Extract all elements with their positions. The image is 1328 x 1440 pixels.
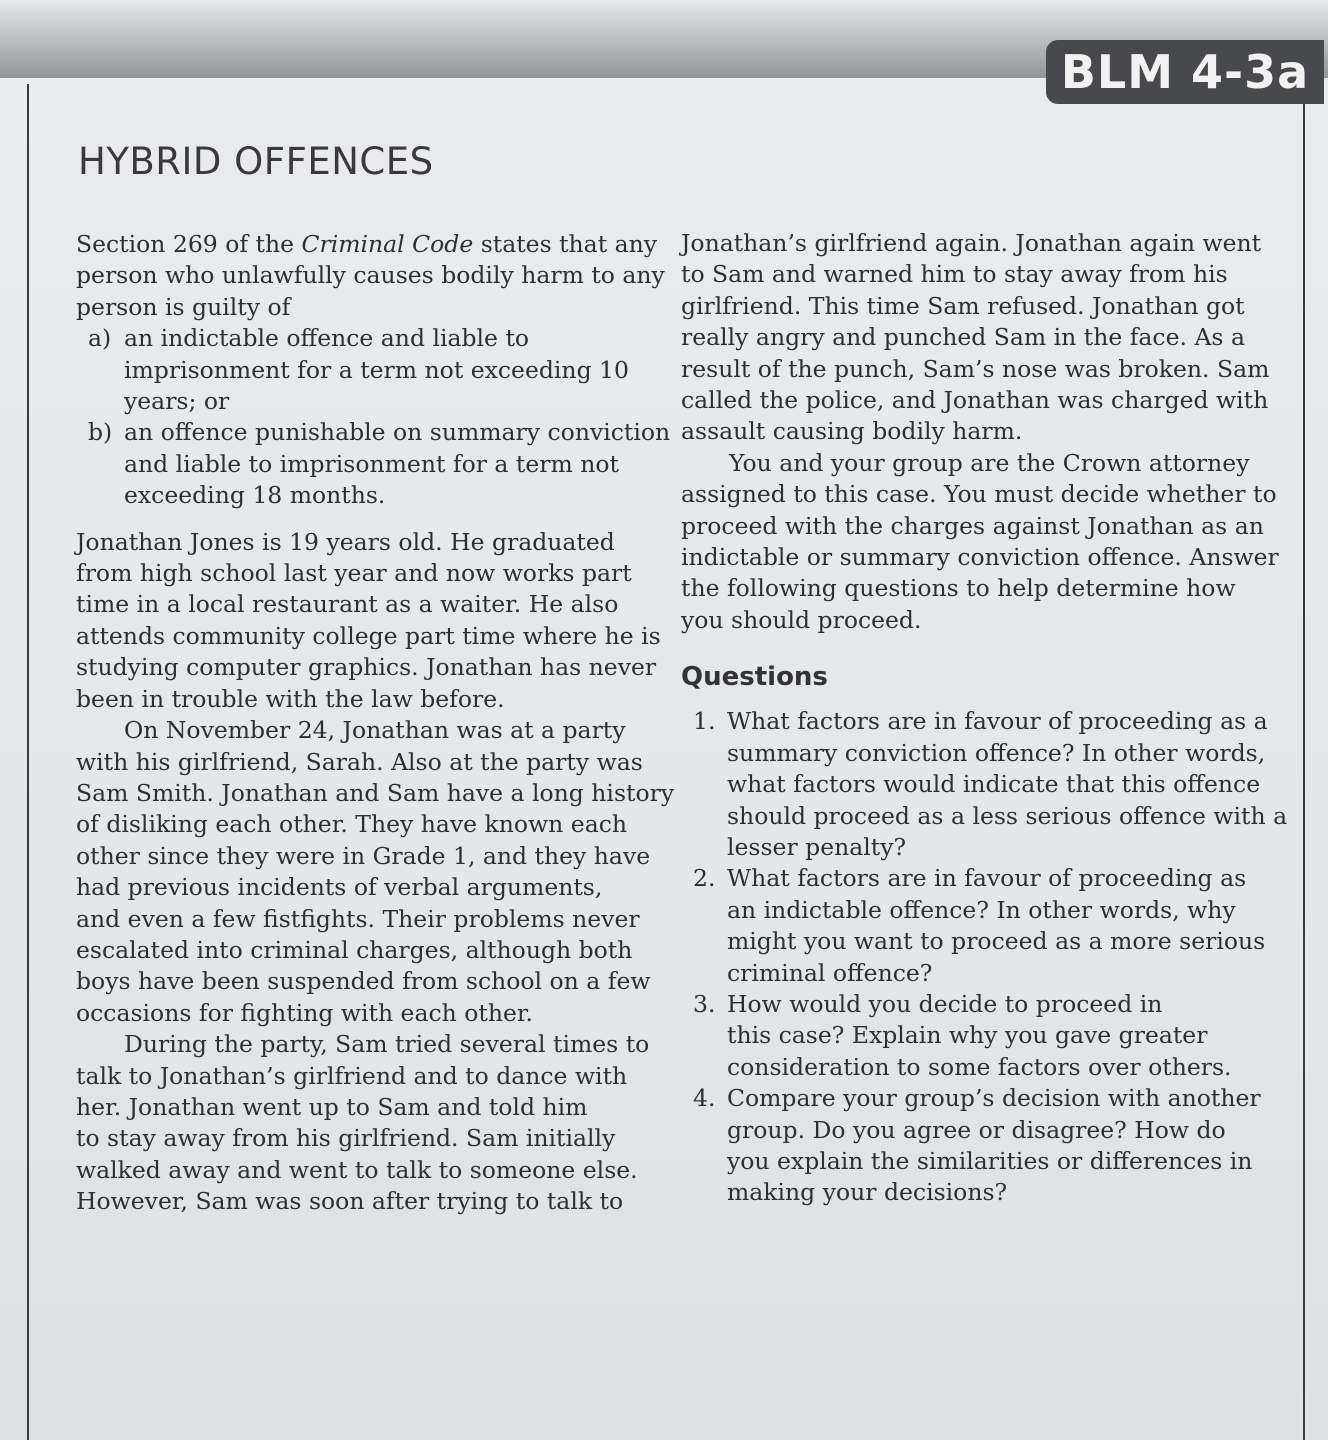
story-line: escalated into criminal charges, although both (76, 935, 633, 964)
story-line: studying computer graphics. Jonathan has never (76, 653, 657, 682)
question-line: consideration to some factors over others. (727, 1052, 1232, 1081)
option-a-line: imprisonment for a term not exceeding 10 (124, 355, 629, 384)
story-line: girlfriend. This time Sam refused. Jonathan got (681, 291, 1245, 320)
option-b-line: and liable to imprisonment for a term not (124, 449, 619, 478)
question-number: 1. (693, 707, 716, 736)
story-line: you should proceed. (681, 605, 922, 634)
option-b-line: exceeding 18 months. (124, 481, 386, 510)
question-line: this case? Explain why you gave greater (727, 1021, 1208, 1050)
story-line: assault causing bodily harm. (681, 417, 1023, 446)
question-line: an indictable offence? In other words, why (727, 895, 1236, 924)
story-line: with his girlfriend, Sarah. Also at the party was (76, 747, 643, 776)
story-line: the following questions to help determine how (681, 574, 1236, 603)
question-item: 4. Compare your group’s decision with another (681, 1083, 1287, 1114)
question-item: 3. How would you decide to proceed in (681, 989, 1287, 1020)
questions-heading: Questions (681, 662, 828, 693)
story-line: from high school last year and now works part (76, 559, 632, 588)
story-line: result of the punch, Sam’s nose was broken. Sam (681, 354, 1270, 383)
story-line: to Sam and warned him to stay away from his (681, 260, 1228, 289)
story-line: Jonathan’s girlfriend again. Jonathan again went (681, 229, 1262, 257)
story-line: time in a local restaurant as a waiter. He also (76, 590, 619, 619)
story-line: had previous incidents of verbal arguments, (76, 873, 603, 902)
story-line: to stay away from his girlfriend. Sam initially (76, 1124, 616, 1153)
intro-line: person who unlawfully causes bodily harm to any (76, 261, 665, 290)
story-line: indictable or summary conviction offence. Answer (681, 543, 1279, 572)
story-line: assigned to this case. You must decide whether to (681, 480, 1277, 509)
page-border-right (1303, 104, 1305, 1440)
intro-line: person is guilty of (76, 292, 291, 321)
story-line: attends community college part time where he is (76, 621, 661, 650)
left-column (76, 229, 674, 1218)
page-border-left (27, 84, 29, 1440)
story-line: You and your group are the Crown attorney (729, 448, 1250, 477)
story-line: During the party, Sam tried several times to (124, 1030, 650, 1059)
story-line: On November 24, Jonathan was at a party (124, 716, 626, 745)
question-number: 2. (693, 864, 716, 893)
question-number: 3. (693, 989, 716, 1018)
question-line: might you want to proceed as a more serious (727, 927, 1266, 956)
story-line: proceed with the charges against Jonathan as an (681, 511, 1264, 540)
story-line: called the police, and Jonathan was charged with (681, 386, 1269, 415)
story-line: boys have been suspended from school on a few (76, 967, 651, 996)
question-line: should proceed as a less serious offence with a (727, 801, 1288, 830)
option-a-line: years; or (124, 387, 230, 416)
question-line: making your decisions? (727, 1178, 1008, 1207)
option-b: b) an offence punishable on summary conviction (76, 417, 674, 448)
blm-badge: BLM 4-3a (1046, 40, 1324, 104)
story-line: Sam Smith. Jonathan and Sam have a long history (76, 778, 675, 807)
question-line: group. Do you agree or disagree? How do (727, 1115, 1226, 1144)
option-label: b) (88, 418, 113, 447)
question-line: lesser penalty? (727, 832, 907, 861)
right-column (681, 228, 1287, 1209)
question-number: 4. (693, 1084, 716, 1113)
question-line: criminal offence? (727, 958, 933, 987)
question-line: you explain the similarities or differences in (727, 1146, 1253, 1175)
story-line: been in trouble with the law before. (76, 684, 505, 713)
question-item: 2. What factors are in favour of proceeding as (681, 863, 1287, 894)
option-label: a) (88, 324, 112, 353)
story-line: However, Sam was soon after trying to talk to (76, 1187, 624, 1216)
story-line: of disliking each other. They have known each (76, 810, 627, 839)
story-line: really angry and punched Sam in the face. As a (681, 323, 1245, 352)
story-line: and even a few fistfights. Their problems never (76, 904, 640, 933)
story-line: walked away and went to talk to someone else. (76, 1155, 638, 1184)
intro-line: Section 269 of the Criminal Code states that any (76, 230, 658, 258)
story-line: occasions for fighting with each other. (76, 998, 533, 1027)
story-line: her. Jonathan went up to Sam and told him (76, 1092, 588, 1121)
option-a: a) an indictable offence and liable to (76, 323, 674, 354)
question-line: summary conviction offence? In other words, (727, 738, 1266, 767)
story-line: Jonathan Jones is 19 years old. He graduated (76, 527, 615, 556)
page-title: HYBRID OFFENCES (78, 140, 434, 183)
story-line: talk to Jonathan’s girlfriend and to dance with (76, 1061, 628, 1090)
question-line: what factors would indicate that this offence (727, 770, 1261, 799)
story-line: other since they were in Grade 1, and they have (76, 841, 651, 870)
question-item: 1. What factors are in favour of proceeding as a (681, 706, 1287, 737)
